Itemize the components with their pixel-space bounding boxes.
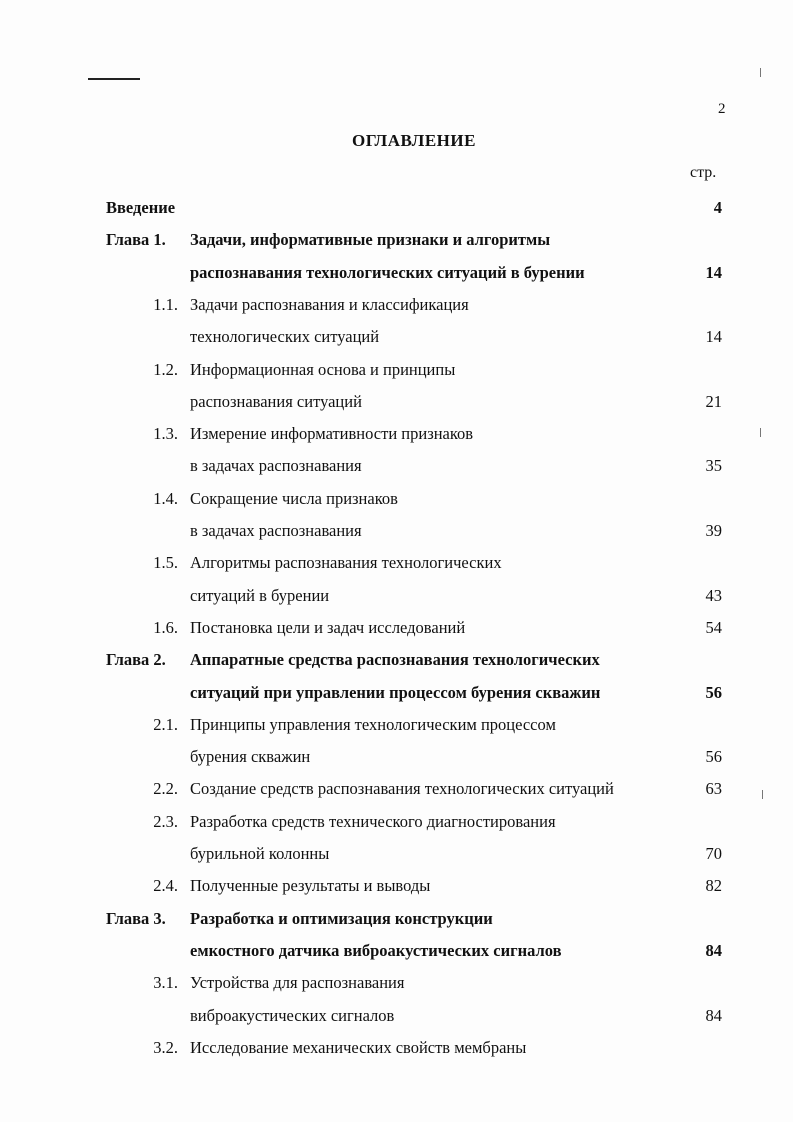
edge-mark bbox=[762, 790, 763, 799]
toc-entry-text: в задачах распознавания bbox=[190, 521, 362, 540]
toc-entry-text: Полученные результаты и выводы bbox=[190, 876, 431, 896]
toc-entry-page: 21 bbox=[705, 391, 722, 411]
toc-entry-text: распознавания ситуаций bbox=[190, 391, 362, 411]
toc-entry-number: 1.2. bbox=[153, 359, 178, 379]
toc-entry-page: 35 bbox=[705, 456, 722, 476]
toc-entry-number: Глава 1. bbox=[106, 230, 166, 250]
toc-entry-number: 2.2. bbox=[153, 779, 178, 799]
toc-entry-text: Аппаратные средства распознавания технологических bbox=[190, 650, 600, 670]
toc-entry-number: 1.5. bbox=[153, 553, 178, 573]
toc-entry-number: 3.1. bbox=[153, 973, 178, 993]
toc-entry-page: 39 bbox=[705, 521, 722, 540]
toc-entry-text: Информационная основа и принципы bbox=[190, 359, 456, 379]
toc-entry-text: виброакустических сигналов bbox=[190, 1005, 395, 1025]
toc-entry-page: 43 bbox=[705, 585, 722, 605]
toc-entry-text: Сокращение числа признаков bbox=[190, 488, 398, 508]
toc-entry-text: Введение bbox=[106, 198, 176, 217]
toc-entry-text: Принципы управления технологическим процессом bbox=[190, 714, 556, 734]
toc-entry-text: технологических ситуаций bbox=[190, 327, 380, 347]
toc-entry-text: емкостного датчика виброакустических сигналов bbox=[190, 940, 562, 960]
toc-entry-text: Разработка и оптимизация конструкции bbox=[190, 908, 493, 928]
toc-entry-page: 14 bbox=[705, 327, 722, 347]
toc-entry-text: в задачах распознавания bbox=[190, 456, 362, 476]
page-column-label: стр. bbox=[690, 164, 717, 181]
toc-entry-page: 70 bbox=[705, 844, 722, 863]
scan-mark bbox=[88, 78, 140, 80]
toc-entry-number: 1.6. bbox=[153, 617, 178, 637]
toc-title: ОГЛАВЛЕНИЕ bbox=[352, 131, 476, 150]
toc-entry-page: 56 bbox=[705, 682, 722, 702]
edge-mark bbox=[760, 428, 761, 437]
toc-entry-text: ситуаций в бурении bbox=[190, 585, 330, 605]
toc-entry-text: Постановка цели и задач исследований bbox=[190, 617, 466, 637]
page-number: 2 bbox=[718, 101, 726, 117]
toc-entry-page: 14 bbox=[705, 262, 722, 282]
toc-entry-text: Устройства для распознавания bbox=[190, 973, 405, 993]
toc-entry-text: бурильной колонны bbox=[190, 844, 330, 863]
toc-entry-number: 2.1. bbox=[153, 714, 178, 734]
toc-entry-number: Глава 3. bbox=[106, 908, 166, 928]
toc-entry-text: Измерение информативности признаков bbox=[190, 424, 474, 444]
toc-entry-text: Разработка средств технического диагностирования bbox=[190, 811, 556, 831]
toc-entry-text: Исследование механических свойств мембраны bbox=[190, 1037, 527, 1057]
toc-entry-text: Задачи, информативные признаки и алгоритмы bbox=[190, 230, 551, 250]
toc-entry-text: Создание средств распознавания технологических ситуаций bbox=[190, 779, 614, 799]
toc-entry-text: бурения скважин bbox=[190, 747, 311, 767]
toc-entry-number: 3.2. bbox=[153, 1037, 178, 1057]
edge-mark bbox=[760, 68, 761, 77]
toc-entry-number: Глава 2. bbox=[106, 650, 166, 670]
toc-entry-page: 56 bbox=[705, 747, 722, 767]
toc-entry-number: 2.3. bbox=[153, 811, 178, 831]
toc-entry-page: 84 bbox=[705, 1005, 722, 1025]
toc-entry-page: 63 bbox=[705, 779, 722, 799]
toc-entry-number: 1.4. bbox=[153, 488, 178, 508]
toc-entry-page: 84 bbox=[705, 940, 722, 960]
toc-entry-text: Алгоритмы распознавания технологических bbox=[190, 553, 502, 573]
toc-entry-number: 1.1. bbox=[153, 294, 178, 314]
toc-entry-number: 2.4. bbox=[153, 876, 178, 896]
toc-entry-page: 54 bbox=[705, 617, 722, 637]
toc-entry-text: Задачи распознавания и классификация bbox=[190, 294, 469, 314]
toc-entry-text: ситуаций при управлении процессом бурения скважин bbox=[190, 682, 601, 702]
toc-entry-number: 1.3. bbox=[153, 424, 178, 444]
toc-entry-text: распознавания технологических ситуаций в бурении bbox=[190, 262, 585, 282]
toc-entry-page: 4 bbox=[713, 198, 722, 217]
toc-entry-page: 82 bbox=[705, 876, 722, 896]
